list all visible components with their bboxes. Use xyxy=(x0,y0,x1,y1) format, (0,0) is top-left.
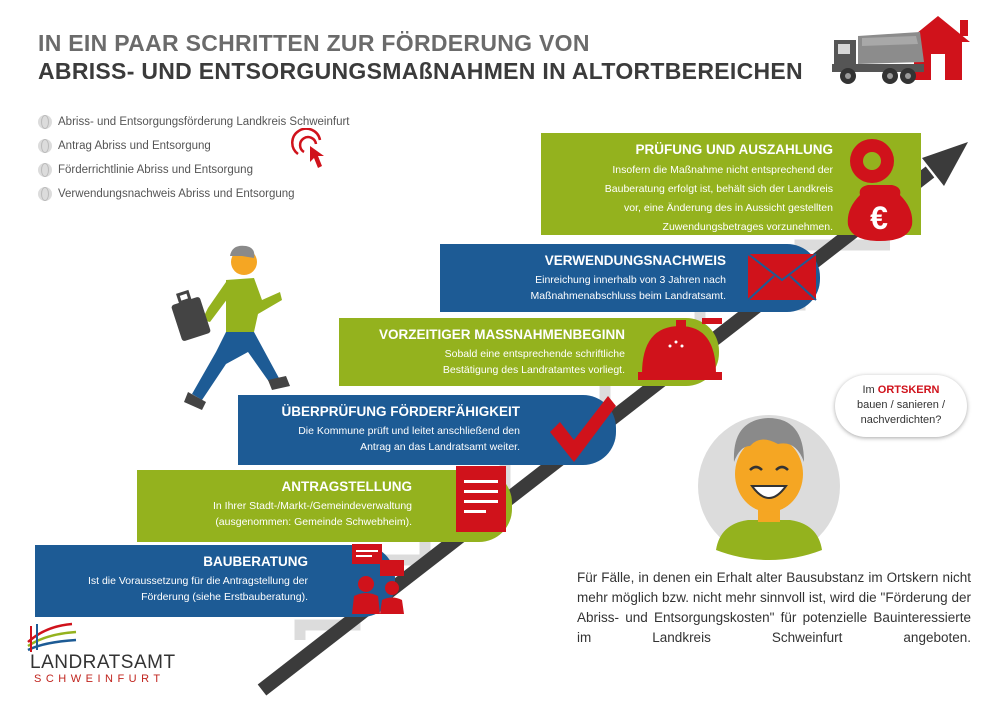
logo-name: LANDRATSAMT xyxy=(30,652,176,673)
smiling-man-illustration xyxy=(696,410,842,560)
logo-sub: SCHWEINFURT xyxy=(34,673,165,685)
step-antragstellung: ANTRAGSTELLUNG In Ihrer Stadt-/Markt-/Gemeindeverwaltung (ausgenommen: Gemeinde Schwebheim). xyxy=(137,470,512,542)
helmet-icon xyxy=(636,316,726,386)
gear-icon xyxy=(850,139,894,183)
step-ueberpruefung: ÜBERPRÜFUNG FÖRDERFÄHIGKEIT Die Kommune prüft und leitet anschließend den Antrag an das Landratsamt weiter. xyxy=(238,395,616,465)
envelope-icon xyxy=(746,250,820,306)
euro-bag-icon xyxy=(838,125,920,243)
speech-bubble: Im ORTSKERN bauen / sanieren / nachverdichten? xyxy=(835,375,967,437)
chat-icon xyxy=(346,540,410,614)
link-richtlinie[interactable]: Förderrichtlinie Abriss und Entsorgung xyxy=(38,158,350,182)
checkmark-icon xyxy=(546,392,618,468)
running-man-illustration xyxy=(162,240,294,418)
step-pruefung-auszahlung: PRÜFUNG UND AUSZAHLUNG Insofern die Maßnahme nicht entsprechend der Bauberatung erfolgt ist, behält sich der Landkreis vor, eine Änderung des in Aussicht gestellten Zuwendungsbetrages vorzunehmen. xyxy=(541,133,921,235)
info-paragraph: Für Fälle, in denen ein Erhalt alter Bausubstanz im Ortskern nicht mehr möglich bzw. nicht mehr sinnvoll ist, wird die "Förderung der Abriss- und Entsorgungskosten" für potenzielle Bauinteressierte im Landkreis Schweinfurt angeboten. xyxy=(577,570,971,645)
landratsamt-logo-icon xyxy=(24,620,80,654)
ortskern-highlight: ORTSKERN xyxy=(877,384,940,396)
link-foerderung[interactable]: Abriss- und Entsorgungsförderung Landkreis Schweinfurt xyxy=(38,110,350,134)
link-verwendungsnachweis[interactable]: Verwendungsnachweis Abriss und Entsorgung xyxy=(38,182,350,206)
title-line-1: IN EIN PAAR SCHRITTEN ZUR FÖRDERUNG VON xyxy=(38,30,590,56)
document-icon xyxy=(452,462,512,538)
title-line-2: ABRISS- UND ENTSORGUNGSMAßNAHMEN IN ALTORTBEREICHEN xyxy=(38,58,803,84)
step-massnahmenbeginn: VORZEITIGER MASSNAHMENBEGINN Sobald eine entsprechende schriftliche Bestätigung des Landratamtes vorliegt. xyxy=(339,318,719,386)
step-bauberatung: BAUBERATUNG Ist die Voraussetzung für die Antragstellung der Förderung (siehe Erstbauberatung). xyxy=(35,545,395,617)
link-antrag[interactable]: Antrag Abriss und Entsorgung xyxy=(38,134,350,158)
svg-text:€: € xyxy=(870,200,888,236)
step-verwendungsnachweis: VERWENDUNGSNACHWEIS Einreichung innerhalb von 3 Jahren nach Maßnahmenabschluss beim Landratsamt. xyxy=(440,244,820,312)
